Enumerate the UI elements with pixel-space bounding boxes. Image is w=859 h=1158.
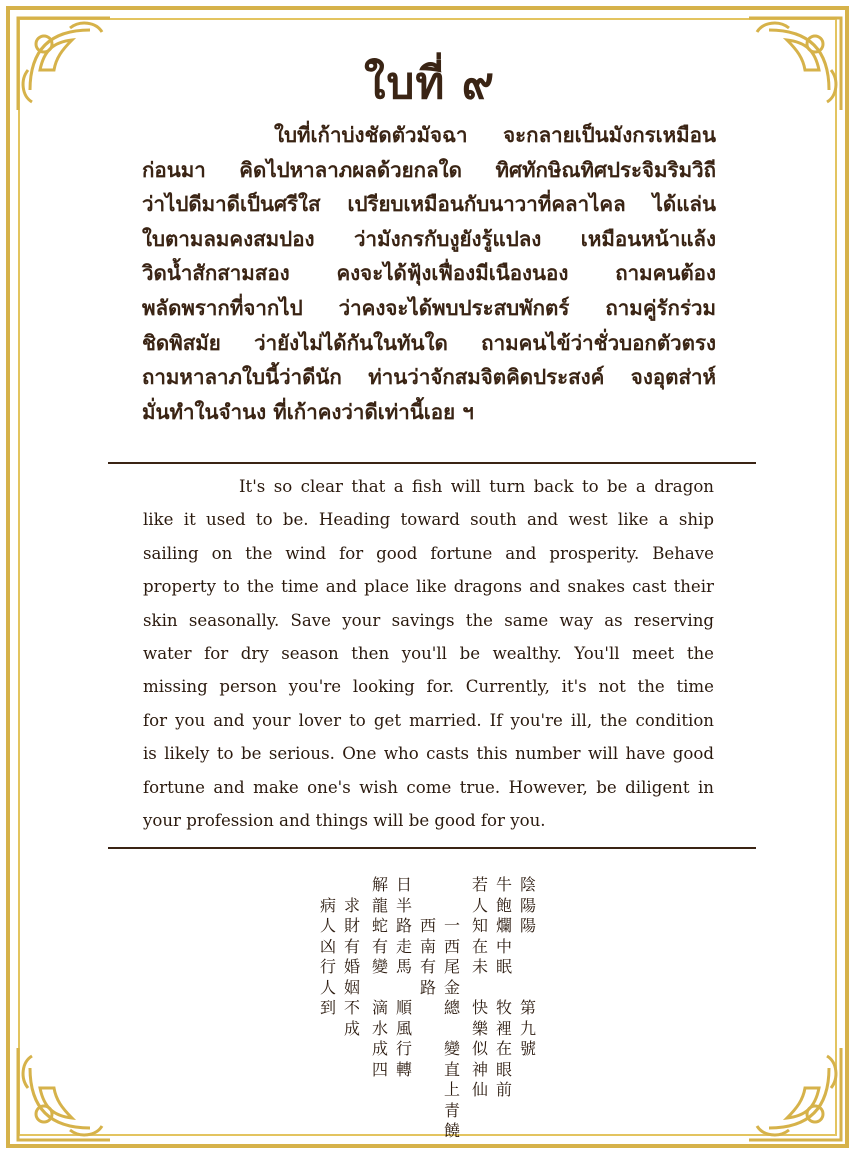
thai-line: ใบตามลมคงสมปอง ว่ามังกรกับงูยังรู้แปลง เหมือนหน้าแล้ง [142, 226, 716, 251]
english-line: like it used to be. Heading toward south and west like a ship [143, 510, 714, 530]
chinese-column: 西 南 有 路 [419, 916, 436, 997]
divider [108, 847, 756, 849]
thai-verse [142, 118, 716, 429]
chinese-column: 一 西 尾 金 總 變 直 上 青 饒 [443, 916, 460, 1140]
english-line: skin seasonally. Save your savings the same way as reserving [143, 610, 714, 630]
page-title: ใบที่ ๙ [364, 58, 495, 109]
chinese-column: 陰 陽 陽 第 九 號 [519, 875, 536, 1058]
chinese-column: 解 龍 蛇 有 變 滴 水 成 四 [371, 875, 388, 1079]
thai-line: ว่าไปดีมาดีเป็นศรีใส เปรียบเหมือนกับนาวาที่คลาไคล ได้แล่น [142, 192, 716, 217]
english-translation [143, 470, 714, 837]
english-line: missing person you're looking for. Currently, it's not the time [143, 677, 714, 697]
chinese-column: 牛 飽 爛 中 眠 牧 裡 在 眼 前 [495, 875, 512, 1099]
english-line: your profession and things will be good for you. [143, 811, 546, 831]
ornament-corner-icon [739, 1038, 849, 1148]
english-line: fortune and make one's wish come true. However, be diligent in [143, 777, 714, 797]
thai-line: วิดน้ำสักสามสอง คงจะได้ฟุ้งเฟื่องมีเนืองนอง ถามคนต้อง [142, 261, 716, 286]
divider [108, 462, 756, 464]
chinese-column: 求 財 有 婚 姻 不 成 [343, 895, 360, 1038]
thai-line: มั่นทำในจำนง ที่เก้าคงว่าดีเท่านี้เอย ฯ [142, 399, 474, 424]
thai-line: ก่อนมา คิดไปหาลาภผลด้วยกลใด ทิศทักษิณทิศประจิมริมวิถี [142, 157, 716, 182]
chinese-column: 若 人 知 在 未 快 樂 似 神 仙 [471, 875, 488, 1099]
chinese-column: 日 半 路 走 馬 順 風 行 轉 [395, 875, 412, 1079]
english-line: sailing on the wind for good fortune and prosperity. Behave [143, 543, 714, 563]
english-line: property to the time and place like dragons and snakes cast their [143, 577, 714, 597]
thai-line: ใบที่เก้าบ่งชัดตัวมัจฉา จะกลายเป็นมังกรเหมือน [274, 123, 716, 147]
ornament-corner-icon [10, 1038, 120, 1148]
thai-line: พลัดพรากที่จากไป ว่าคงจะได้พบประสบพักตร์ ถามคู่รักร่วม [142, 295, 716, 320]
english-line: is likely to be serious. One who casts this number will have good [143, 744, 714, 764]
english-line: for you and your lover to get married. If you're ill, the condition [143, 710, 714, 730]
thai-line: ชิดพิสมัย ว่ายังไม่ได้กันในทันใด ถามคนไข้ว่าชั่วบอกตัวตรง [142, 330, 716, 355]
thai-line: ถามหาลาภใบนี้ว่าดีนัก ท่านว่าจักสมจิตคิดประสงค์ จงอุตส่าห์ [142, 365, 716, 390]
english-line: It's so clear that a fish will turn back to be a dragon [239, 477, 714, 496]
chinese-column: 病 人 凶 行 人 到 [319, 895, 336, 1017]
english-line: water for dry season then you'll be wealthy. You'll meet the [143, 644, 714, 664]
